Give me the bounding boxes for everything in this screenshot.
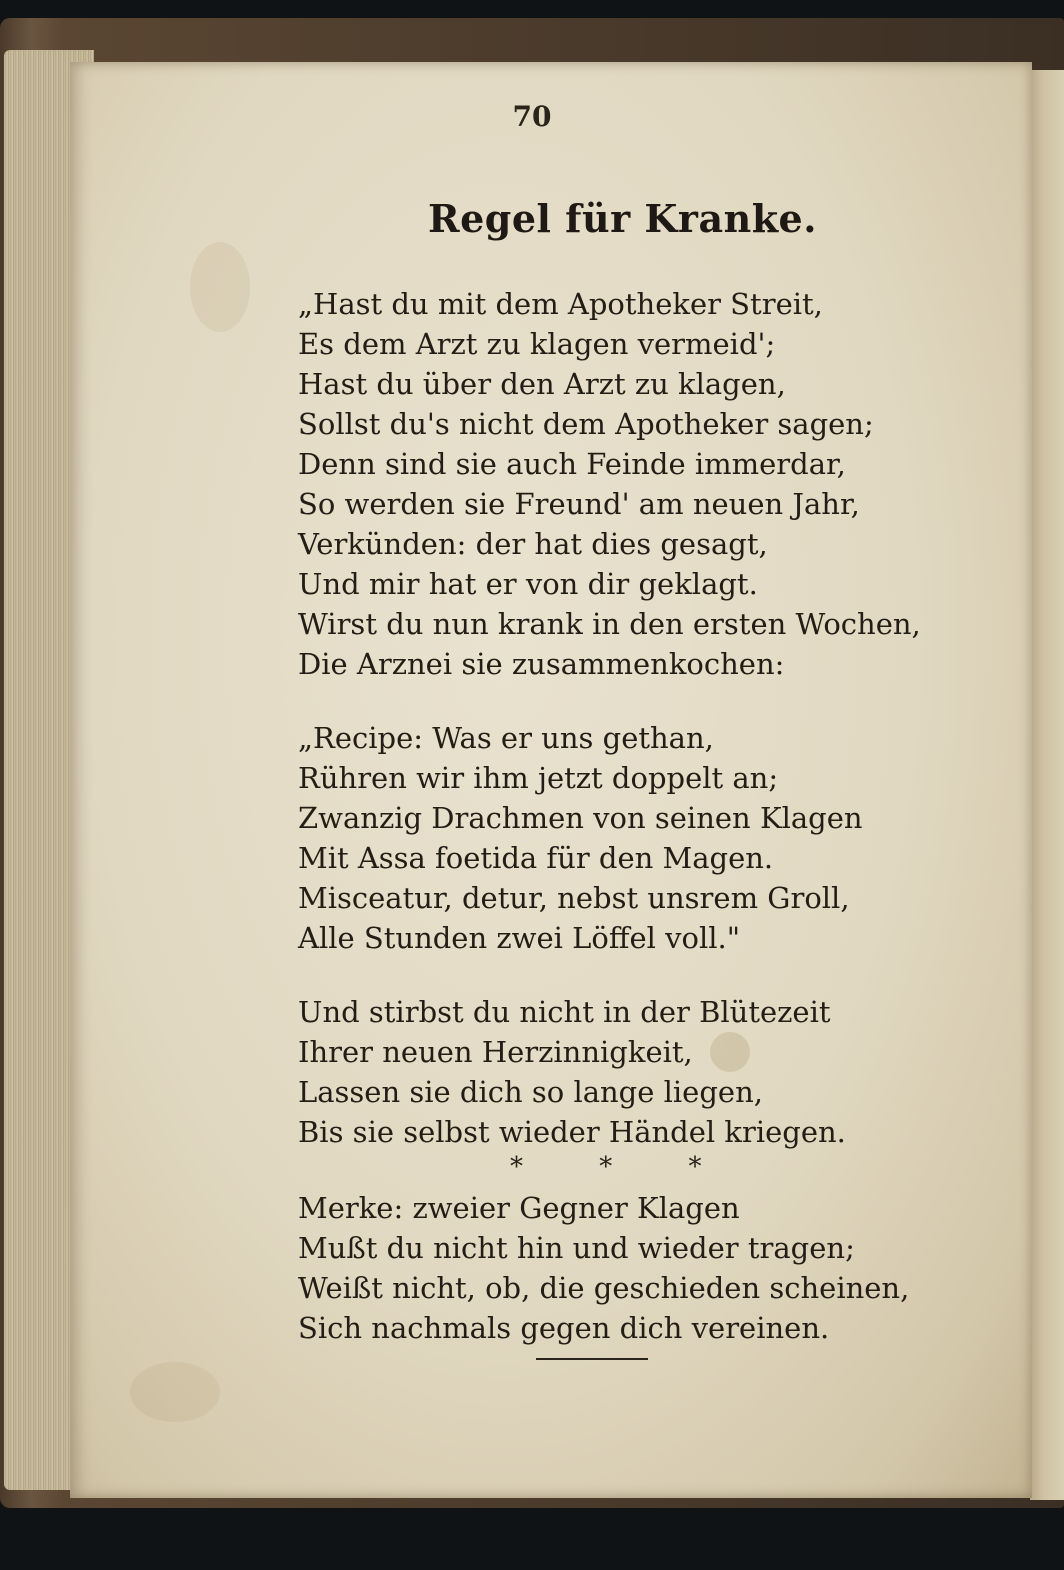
paper-stain — [190, 242, 250, 332]
poem-line: Sollst du's nicht dem Apotheker sagen; — [298, 407, 874, 441]
poem-line: Es dem Arzt zu klagen vermeid'; — [298, 327, 776, 361]
poem-line: Rühren wir ihm jetzt doppelt an; — [298, 761, 779, 795]
page-number: 70 — [512, 100, 552, 133]
poem-line: „Recipe: Was er uns gethan, — [298, 721, 714, 755]
poem-title: Regel für Kranke. — [428, 196, 817, 241]
poem-line: Merke: zweier Gegner Klagen — [298, 1191, 740, 1225]
poem-line: Sich nachmals gegen dich vereinen. — [298, 1311, 830, 1345]
poem-line: Ihrer neuen Herzinnigkeit, — [298, 1035, 693, 1069]
poem-line: Misceatur, detur, nebst unsrem Groll, — [298, 881, 850, 915]
poem-line: So werden sie Freund' am neuen Jahr, — [298, 487, 860, 521]
stanza-1 — [298, 284, 921, 684]
paper-stain — [130, 1362, 220, 1422]
next-page-edge — [1030, 70, 1064, 1500]
poem-line: Denn sind sie auch Feinde immerdar, — [298, 447, 846, 481]
poem-line: Die Arznei sie zusammenkochen: — [298, 647, 785, 681]
poem-line: Zwanzig Drachmen von seinen Klagen — [298, 801, 863, 835]
poem-line: Alle Stunden zwei Löffel voll." — [298, 921, 741, 955]
stanza-4 — [298, 1188, 910, 1348]
poem-line: Mußt du nicht hin und wieder tragen; — [298, 1231, 855, 1265]
poem-line: Mit Assa foetida für den Magen. — [298, 841, 774, 875]
poem-line: Weißt nicht, ob, die geschieden scheinen, — [298, 1271, 910, 1305]
stanza-3 — [298, 992, 898, 1152]
poem-line: Bis sie selbst wieder Händel kriegen. — [298, 1115, 846, 1149]
poem-line: Verkünden: der hat dies gesagt, — [298, 527, 768, 561]
poem-body — [298, 284, 921, 1152]
section-separator: * * * — [510, 1152, 736, 1182]
poem-line: Lassen sie dich so lange liegen, — [298, 1075, 763, 1109]
end-rule — [536, 1358, 648, 1360]
poem-line: Hast du über den Arzt zu klagen, — [298, 367, 786, 401]
poem-line: Wirst du nun krank in den ersten Wochen, — [298, 607, 921, 641]
poem-body-final — [298, 1188, 910, 1348]
poem-line: „Hast du mit dem Apotheker Streit, — [298, 287, 823, 321]
poem-line: Und mir hat er von dir geklagt. — [298, 567, 758, 601]
stanza-2 — [298, 718, 898, 958]
poem-line: Und stirbst du nicht in der Blütezeit — [298, 995, 831, 1029]
